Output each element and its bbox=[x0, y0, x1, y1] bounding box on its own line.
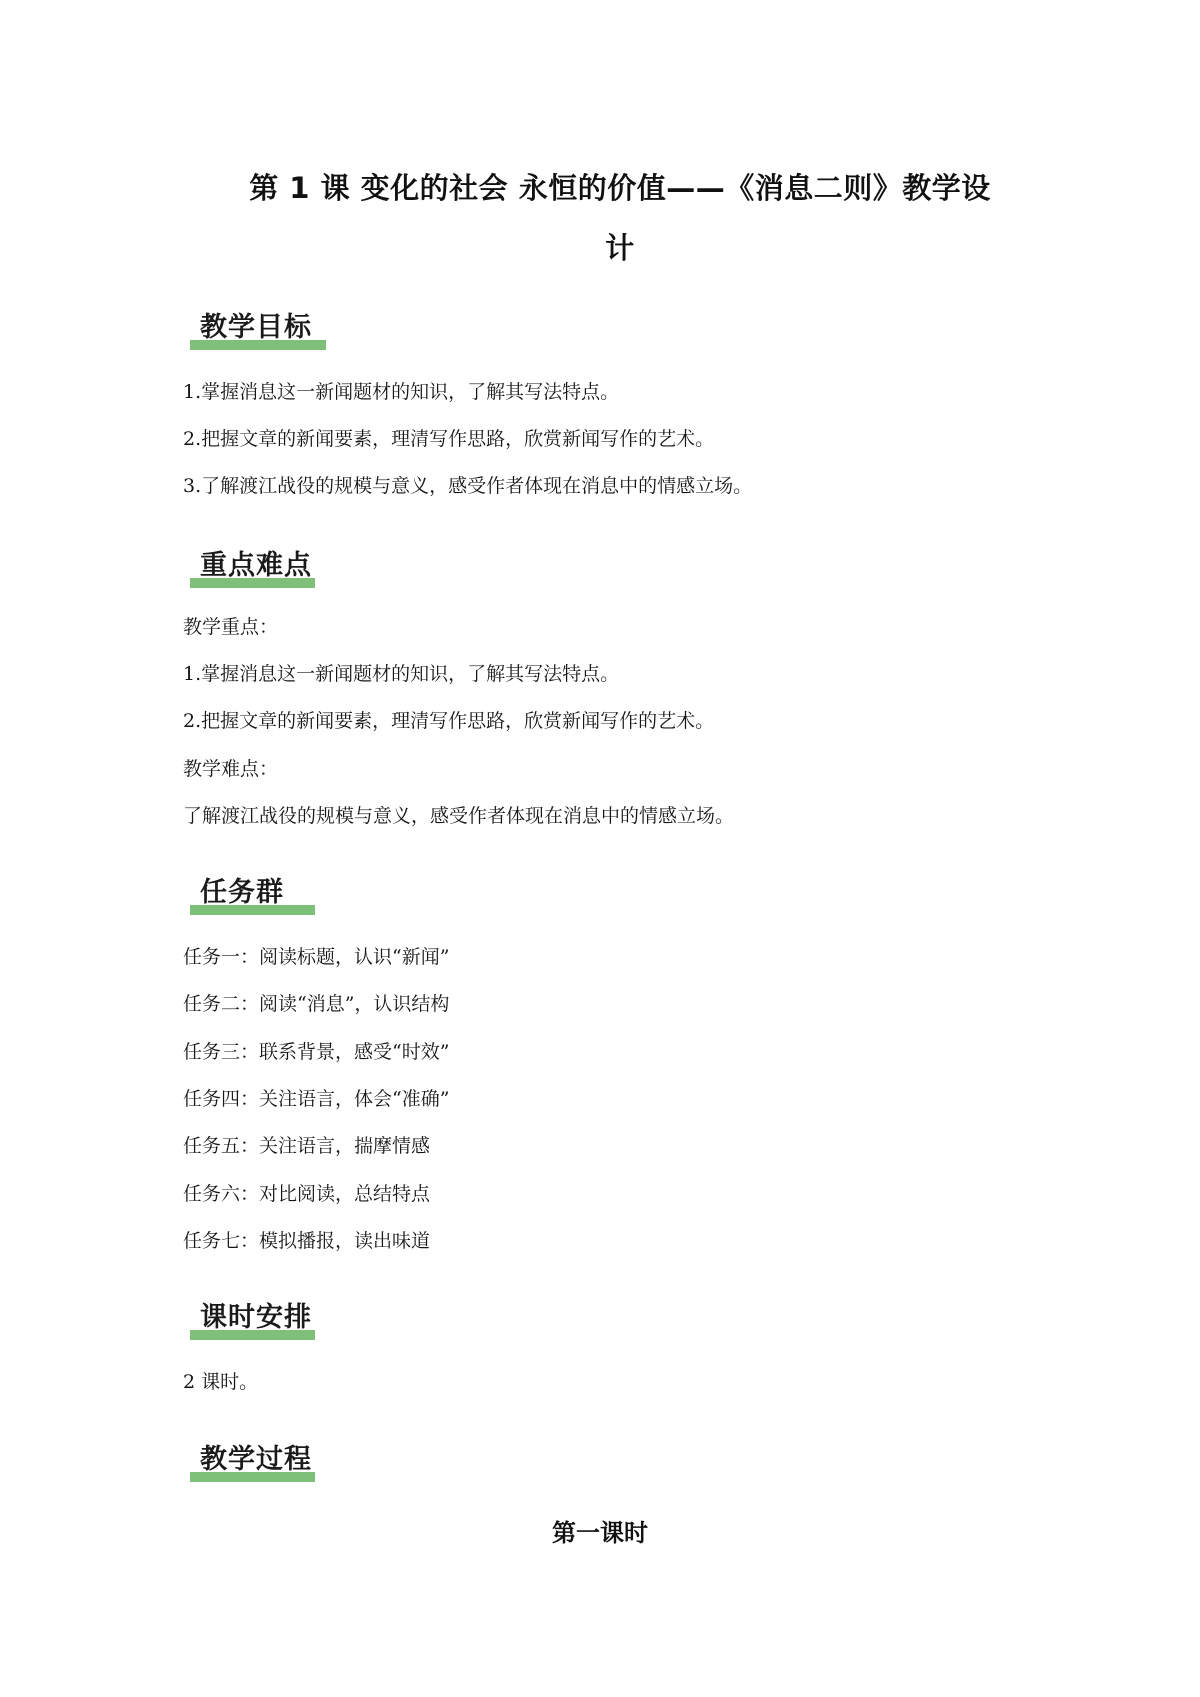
heading-text: 任务群 bbox=[200, 877, 284, 908]
difficulty-text: 了解渡江战役的规模与意义，感受作者体现在消息中的情感立场。 bbox=[183, 805, 735, 827]
section-heading-objectives bbox=[190, 308, 312, 354]
task-item: 任务三：联系背景，感受“时效” bbox=[183, 1041, 450, 1063]
objective-item: 1.掌握消息这一新闻题材的知识，了解其写法特点。 bbox=[183, 381, 620, 403]
focus-label: 教学重点： bbox=[183, 616, 279, 638]
focus-item: 2.把握文章的新闻要素，理清写作思路，欣赏新闻写作的艺术。 bbox=[183, 710, 715, 732]
period-title: 第一课时 bbox=[552, 1519, 648, 1547]
objective-item: 3.了解渡江战役的规模与意义，感受作者体现在消息中的情感立场。 bbox=[183, 475, 753, 497]
heading-text: 教学过程 bbox=[200, 1444, 312, 1475]
task-item: 任务七：模拟播报，读出味道 bbox=[183, 1230, 431, 1252]
title-line-2: 计 bbox=[605, 231, 635, 265]
title-line-1: 第 1 课 变化的社会 永恒的价值——《消息二则》教学设 bbox=[249, 171, 991, 205]
section-heading-tasks bbox=[190, 873, 284, 919]
heading-text: 教学目标 bbox=[200, 312, 312, 343]
document-title bbox=[230, 158, 1010, 278]
task-item: 任务五：关注语言，揣摩情感 bbox=[183, 1135, 431, 1157]
task-item: 任务四：关注语言，体会“准确” bbox=[183, 1088, 450, 1110]
objective-item: 2.把握文章的新闻要素，理清写作思路，欣赏新闻写作的艺术。 bbox=[183, 428, 715, 450]
focus-item: 1.掌握消息这一新闻题材的知识，了解其写法特点。 bbox=[183, 663, 620, 685]
difficulty-label: 教学难点： bbox=[183, 758, 279, 780]
section-heading-process bbox=[190, 1440, 312, 1486]
section-heading-schedule bbox=[190, 1298, 312, 1344]
task-item: 任务一：阅读标题，认识“新闻” bbox=[183, 946, 450, 968]
heading-text: 课时安排 bbox=[200, 1302, 312, 1333]
task-item: 任务二：阅读“消息”，认识结构 bbox=[183, 993, 450, 1015]
section-heading-key-points bbox=[190, 546, 312, 592]
heading-text: 重点难点 bbox=[200, 550, 312, 581]
task-item: 任务六：对比阅读，总结特点 bbox=[183, 1183, 431, 1205]
schedule-text: 2 课时。 bbox=[183, 1371, 259, 1393]
